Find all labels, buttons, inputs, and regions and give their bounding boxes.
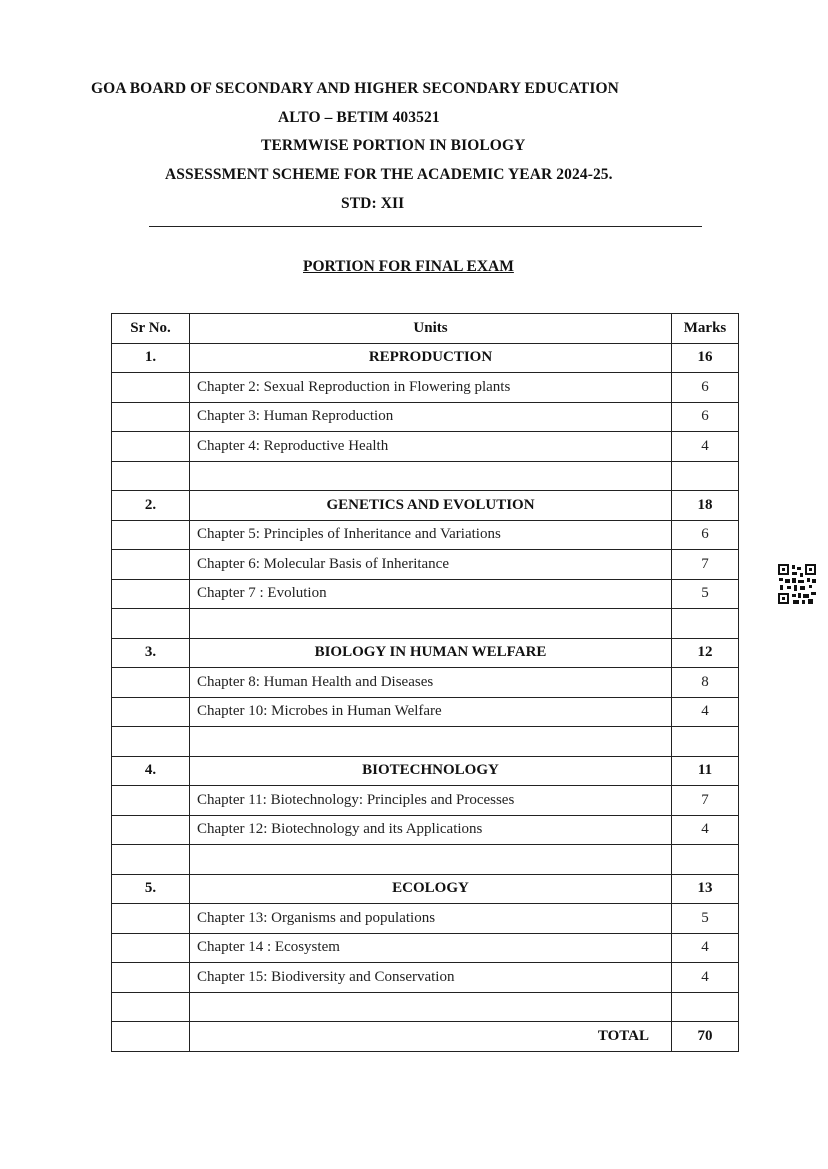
chapter-name: Chapter 14 : Ecosystem bbox=[190, 933, 672, 963]
spacer-row bbox=[112, 845, 739, 875]
unit-row bbox=[112, 756, 739, 786]
unit-row bbox=[112, 491, 739, 521]
chapter-sr-no bbox=[112, 697, 190, 727]
chapter-marks: 8 bbox=[672, 668, 739, 698]
chapter-marks: 5 bbox=[672, 904, 739, 934]
spacer-cell bbox=[672, 461, 739, 491]
chapter-row bbox=[112, 520, 739, 550]
chapter-sr-no bbox=[112, 550, 190, 580]
unit-sr-no: 2. bbox=[112, 491, 190, 521]
spacer-row bbox=[112, 609, 739, 639]
chapter-row bbox=[112, 402, 739, 432]
chapter-name: Chapter 15: Biodiversity and Conservation bbox=[190, 963, 672, 993]
chapter-name: Chapter 5: Principles of Inheritance and Variations bbox=[190, 520, 672, 550]
spacer-cell bbox=[112, 609, 190, 639]
portion-table bbox=[111, 313, 739, 1052]
chapter-marks: 4 bbox=[672, 933, 739, 963]
chapter-marks: 6 bbox=[672, 520, 739, 550]
unit-row bbox=[112, 874, 739, 904]
chapter-row bbox=[112, 550, 739, 580]
unit-title: BIOTECHNOLOGY bbox=[190, 756, 672, 786]
chapter-marks: 7 bbox=[672, 786, 739, 816]
unit-sr-no: 4. bbox=[112, 756, 190, 786]
spacer-cell bbox=[112, 461, 190, 491]
document-title: TERMWISE PORTION IN BIOLOGY bbox=[261, 137, 526, 154]
chapter-name: Chapter 12: Biotechnology and its Applications bbox=[190, 815, 672, 845]
unit-row bbox=[112, 638, 739, 668]
chapter-sr-no bbox=[112, 904, 190, 934]
chapter-row bbox=[112, 904, 739, 934]
spacer-cell bbox=[190, 845, 672, 875]
table-body bbox=[112, 343, 739, 1051]
unit-title: ECOLOGY bbox=[190, 874, 672, 904]
chapter-marks: 4 bbox=[672, 432, 739, 462]
chapter-sr-no bbox=[112, 668, 190, 698]
spacer-cell bbox=[190, 727, 672, 757]
unit-row bbox=[112, 343, 739, 373]
chapter-name: Chapter 8: Human Health and Diseases bbox=[190, 668, 672, 698]
spacer-row bbox=[112, 992, 739, 1022]
chapter-sr-no bbox=[112, 520, 190, 550]
chapter-name: Chapter 11: Biotechnology: Principles and Processes bbox=[190, 786, 672, 816]
unit-title: BIOLOGY IN HUMAN WELFARE bbox=[190, 638, 672, 668]
unit-title: GENETICS AND EVOLUTION bbox=[190, 491, 672, 521]
chapter-row bbox=[112, 786, 739, 816]
chapter-sr-no bbox=[112, 963, 190, 993]
chapter-row bbox=[112, 579, 739, 609]
chapter-sr-no bbox=[112, 432, 190, 462]
total-marks: 70 bbox=[672, 1022, 739, 1052]
unit-marks: 16 bbox=[672, 343, 739, 373]
chapter-row bbox=[112, 963, 739, 993]
spacer-row bbox=[112, 461, 739, 491]
chapter-sr-no bbox=[112, 786, 190, 816]
header-divider bbox=[149, 226, 702, 227]
chapter-marks: 4 bbox=[672, 963, 739, 993]
spacer-cell bbox=[190, 992, 672, 1022]
chapter-marks: 6 bbox=[672, 402, 739, 432]
chapter-marks: 5 bbox=[672, 579, 739, 609]
spacer-cell bbox=[112, 992, 190, 1022]
unit-title: REPRODUCTION bbox=[190, 343, 672, 373]
board-name: GOA BOARD OF SECONDARY AND HIGHER SECONDARY EDUCATION bbox=[91, 80, 619, 97]
chapter-row bbox=[112, 697, 739, 727]
spacer-cell bbox=[190, 461, 672, 491]
spacer-cell bbox=[112, 845, 190, 875]
unit-sr-no: 5. bbox=[112, 874, 190, 904]
chapter-name: Chapter 2: Sexual Reproduction in Flowering plants bbox=[190, 373, 672, 403]
qr-code-icon bbox=[778, 564, 816, 604]
standard-label: STD: XII bbox=[341, 195, 405, 212]
chapter-sr-no bbox=[112, 815, 190, 845]
total-row bbox=[112, 1022, 739, 1052]
chapter-marks: 4 bbox=[672, 815, 739, 845]
spacer-cell bbox=[672, 609, 739, 639]
chapter-name: Chapter 10: Microbes in Human Welfare bbox=[190, 697, 672, 727]
unit-sr-no: 3. bbox=[112, 638, 190, 668]
spacer-cell bbox=[112, 727, 190, 757]
total-sr-no bbox=[112, 1022, 190, 1052]
header-sr-no: Sr No. bbox=[112, 314, 190, 344]
unit-marks: 18 bbox=[672, 491, 739, 521]
spacer-cell bbox=[672, 992, 739, 1022]
unit-marks: 12 bbox=[672, 638, 739, 668]
chapter-name: Chapter 13: Organisms and populations bbox=[190, 904, 672, 934]
chapter-name: Chapter 4: Reproductive Health bbox=[190, 432, 672, 462]
table-header-row bbox=[112, 314, 739, 344]
chapter-marks: 7 bbox=[672, 550, 739, 580]
section-title: PORTION FOR FINAL EXAM bbox=[303, 258, 514, 275]
assessment-scheme-title: ASSESSMENT SCHEME FOR THE ACADEMIC YEAR 2024-25. bbox=[165, 166, 613, 183]
chapter-sr-no bbox=[112, 373, 190, 403]
spacer-cell bbox=[190, 609, 672, 639]
spacer-row bbox=[112, 727, 739, 757]
chapter-row bbox=[112, 668, 739, 698]
header-marks: Marks bbox=[672, 314, 739, 344]
chapter-row bbox=[112, 815, 739, 845]
chapter-marks: 4 bbox=[672, 697, 739, 727]
chapter-name: Chapter 7 : Evolution bbox=[190, 579, 672, 609]
board-address: ALTO – BETIM 403521 bbox=[278, 109, 440, 126]
chapter-row bbox=[112, 933, 739, 963]
unit-sr-no: 1. bbox=[112, 343, 190, 373]
chapter-sr-no bbox=[112, 933, 190, 963]
chapter-name: Chapter 6: Molecular Basis of Inheritance bbox=[190, 550, 672, 580]
spacer-cell bbox=[672, 727, 739, 757]
chapter-row bbox=[112, 432, 739, 462]
total-label: TOTAL bbox=[190, 1022, 672, 1052]
spacer-cell bbox=[672, 845, 739, 875]
chapter-marks: 6 bbox=[672, 373, 739, 403]
chapter-name: Chapter 3: Human Reproduction bbox=[190, 402, 672, 432]
chapter-row bbox=[112, 373, 739, 403]
unit-marks: 13 bbox=[672, 874, 739, 904]
header-units: Units bbox=[190, 314, 672, 344]
unit-marks: 11 bbox=[672, 756, 739, 786]
chapter-sr-no bbox=[112, 579, 190, 609]
chapter-sr-no bbox=[112, 402, 190, 432]
